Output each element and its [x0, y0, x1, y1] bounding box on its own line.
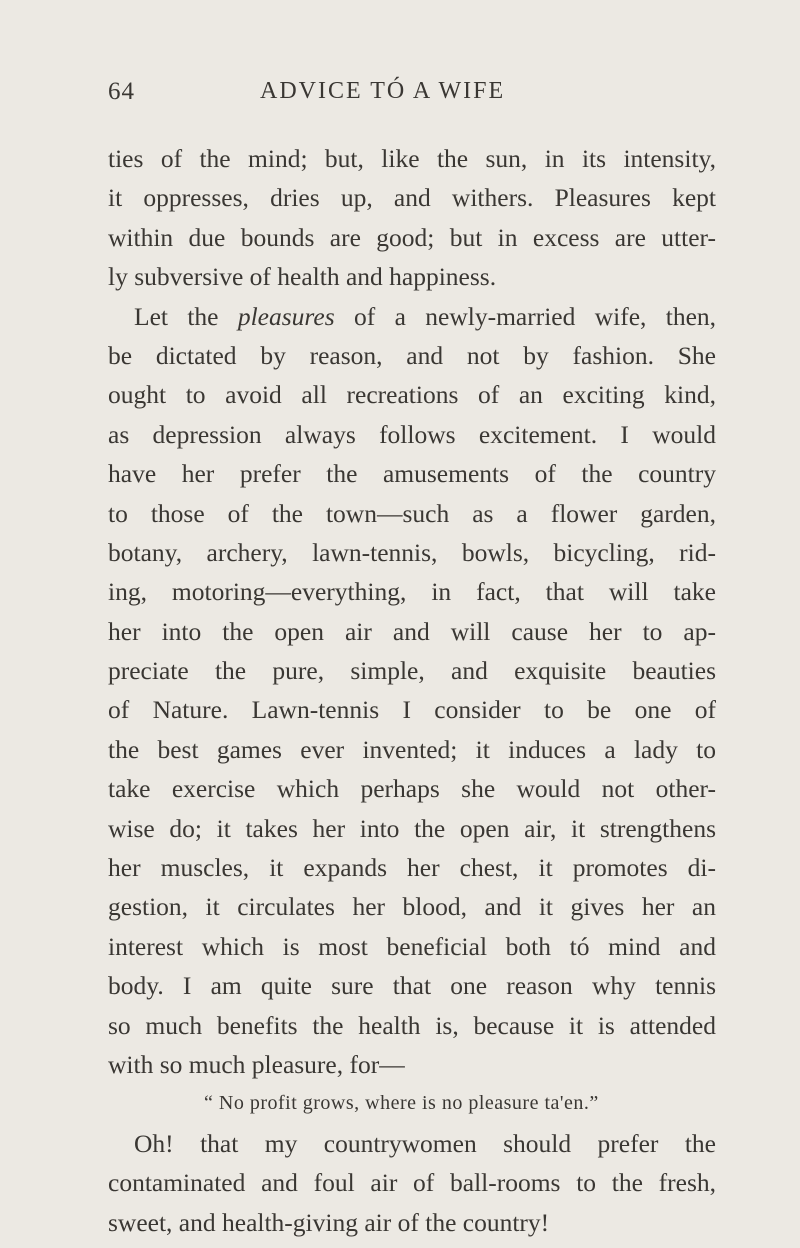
- text-line: have her prefer the amusements of the country: [108, 459, 716, 489]
- page-number: 64: [108, 78, 135, 105]
- running-head: ADVICE TÓ A WIFE: [260, 78, 506, 104]
- text-line: wise do; it takes her into the open air, it strengthens: [108, 813, 716, 843]
- text-line: botany, archery, lawn-tennis, bowls, bicycling, rid-: [108, 537, 716, 567]
- quoted-verse: “ No profit grows, where is no pleasure ta'en.”: [204, 1092, 599, 1115]
- text-line: take exercise which perhaps she would not other-: [108, 774, 716, 804]
- text-line: as depression always follows excitement. I would: [108, 419, 716, 449]
- text-line: preciate the pure, simple, and exquisite beauties: [108, 656, 716, 686]
- text-line: so much benefits the health is, because it is attended: [108, 1010, 716, 1040]
- text-line: sweet, and health-giving air of the country!: [108, 1207, 550, 1237]
- text-line: gestion, it circulates her blood, and it gives her an: [108, 892, 716, 922]
- text-line: be dictated by reason, and not by fashion. She: [108, 340, 716, 370]
- text-line: interest which is most beneficial both tó mind and: [108, 931, 716, 961]
- body-text: [108, 139, 716, 1242]
- text-fragment: of a newly-married wife, then,: [354, 301, 717, 331]
- text-line: ly subversive of health and happiness.: [108, 262, 497, 292]
- text-line: body. I am quite sure that one reason why tennis: [108, 971, 716, 1001]
- text-line: the best games ever invented; it induces a lady to: [108, 734, 716, 764]
- text-line: to those of the town—such as a flower garden,: [108, 498, 716, 528]
- text-line: her muscles, it expands her chest, it promotes di-: [108, 853, 716, 883]
- text-line: within due bounds are good; but in excess are utter-: [108, 222, 716, 252]
- text-line: ought to avoid all recreations of an exciting kind,: [108, 380, 716, 410]
- text-line: ing, motoring—everything, in fact, that will take: [108, 577, 716, 607]
- text-line: of Nature. Lawn-tennis I consider to be one of: [108, 695, 716, 725]
- text-line: contaminated and foul air of ball-rooms to the fresh,: [108, 1168, 716, 1198]
- text-line: it oppresses, dries up, and withers. Pleasures kept: [108, 183, 716, 213]
- text-fragment: Let the: [134, 301, 219, 331]
- text-line: [108, 297, 716, 336]
- text-line: her into the open air and will cause her to ap-: [108, 616, 716, 646]
- text-line: ties of the mind; but, like the sun, in its intensity,: [108, 144, 716, 173]
- text-line: Oh! that my countrywomen should prefer the: [134, 1128, 716, 1158]
- emphasized-word: pleasures: [237, 301, 335, 331]
- page-header: [108, 78, 748, 118]
- text-line: with so much pleasure, for—: [108, 1049, 405, 1079]
